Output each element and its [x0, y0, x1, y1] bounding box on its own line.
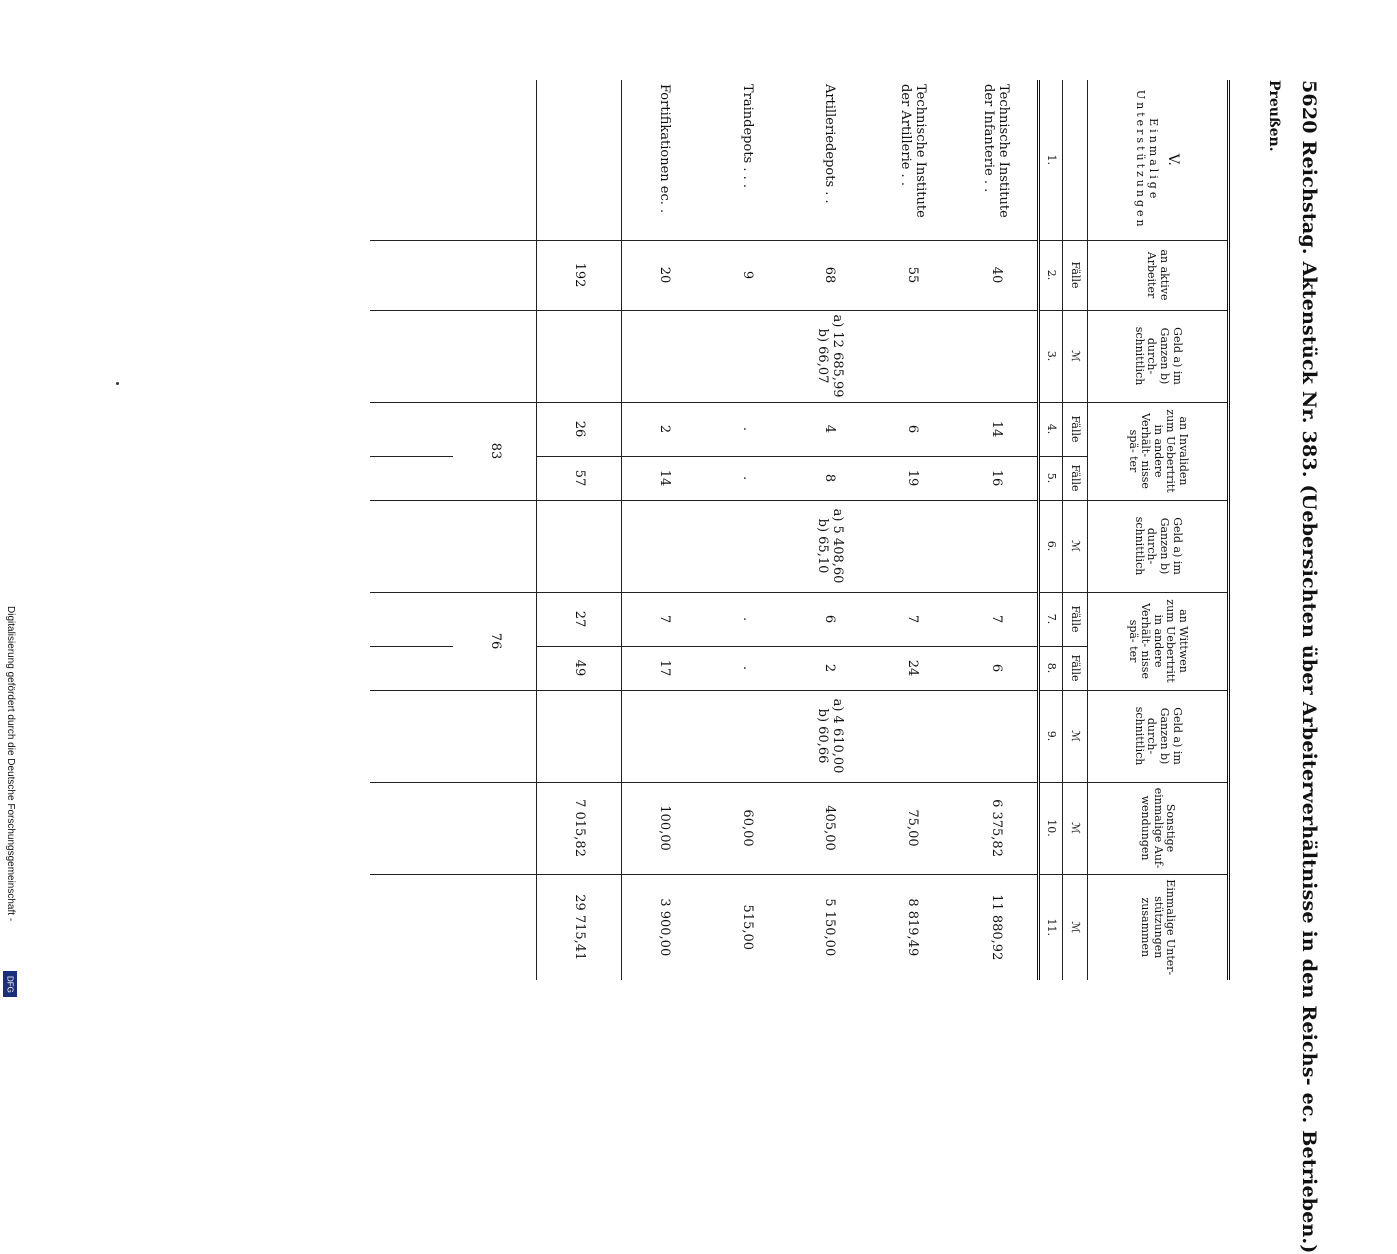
filler-row	[370, 80, 453, 980]
header-row	[1088, 80, 1229, 980]
geld-invaliden-aktive: a) 12 685,99 b) 66,07	[621, 310, 1038, 402]
total-aktive: 192	[537, 240, 621, 310]
header-wittwen: an Wittwen zum Uebertritt in andere Verhält- nisse spä- ter	[1088, 592, 1229, 690]
header-col2: an aktive Arbeiter	[1088, 240, 1229, 310]
table-row: Technische Institute der Artillerie . . 55 6 19 7 24 75,00 8 819,49	[870, 80, 953, 980]
total-wittwen: 76	[453, 592, 537, 690]
header-invaliden: an Invaliden zum Uebertritt in andere Verhält- nisse spä- ter	[1088, 402, 1229, 500]
page-title: 5620 Reichstag. Aktenstück Nr. 383. (Uebersichten über Arbeiterverhältnisse in den Reichs- ec. Betrieben.)	[1298, 80, 1320, 1254]
table-row: Traindepots . . . 9 . . . . 60,00 515,00	[705, 80, 788, 980]
header-col9: Geld a) im Ganzen b) durch- schnittlich	[1088, 690, 1229, 782]
table-row: Fortifikationen ec. . 20 2 14 7 17 100,00 3 900,00	[621, 80, 705, 980]
header-col3: Geld a) im Ganzen b) durch- schnittlich	[1088, 310, 1229, 402]
scan-speck	[116, 382, 119, 385]
geld-invaliden: a) 5 408,60 b) 65,10	[621, 500, 1038, 592]
total-invaliden: 83	[453, 402, 537, 500]
unit-row: Fälle ℳ Fälle Fälle ℳ Fälle Fälle ℳ ℳ ℳ	[1063, 80, 1088, 980]
table-row: Artilleriedepots . . 68 4 8 6 2 405,00 5 150,00	[788, 80, 871, 980]
state-heading: Preußen.	[1266, 80, 1282, 152]
support-table	[370, 80, 1230, 980]
credit-text: Digitalisierung gefördert durch die Deutsche Forschungsgemeinschaft -	[5, 606, 16, 922]
table-row: Technische Institute der Infanterie . . 40 a) 12 685,99 b) 66,07 14 16 a) 5 408,60 b) 65,10 7 6 a) 4 610,00 b) 60,66 6 375,82 11 880,92	[953, 80, 1038, 980]
digitization-credit	[2, 606, 18, 996]
column-number-row: 1. 2. 3. 4. 5. 6. 7. 8. 9. 10. 11.	[1039, 80, 1063, 980]
grand-totals-row	[453, 80, 537, 980]
header-col10: Sonstige einmalige Auf- wendungen	[1088, 782, 1229, 874]
totals-row: 192 26 57 27 49 7 015,82 29 715,41	[537, 80, 621, 980]
header-col6: Geld a) im Ganzen b) durch- schnittlich	[1088, 500, 1229, 592]
header-col11: Einmalige Unter- stützungen zusammen	[1088, 874, 1229, 980]
geld-wittwen: a) 4 610,00 b) 60,66	[621, 690, 1038, 782]
rotated-page-content	[80, 80, 1320, 1254]
header-col1: V. Einmalige Unterstützungen	[1088, 80, 1229, 240]
dfg-logo: DFG	[3, 971, 17, 997]
